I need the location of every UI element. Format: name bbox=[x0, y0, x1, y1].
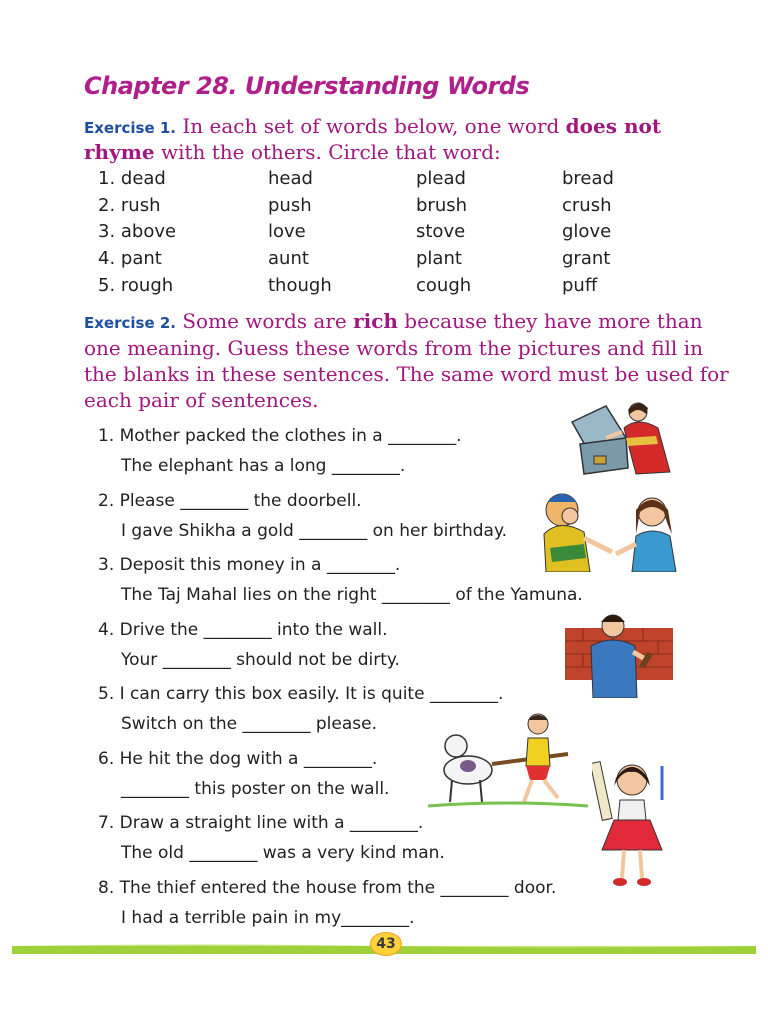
sentence-a: 3. Deposit this money in a ________. bbox=[98, 555, 401, 575]
word-cell: plead bbox=[416, 168, 466, 189]
word-row bbox=[98, 275, 658, 301]
exercise2-bold: rich bbox=[353, 309, 398, 333]
sentence-b: The Taj Mahal lies on the right ________ of the Yamuna. bbox=[121, 585, 583, 605]
exercise2-line2: one meaning. Guess these words from the pictures and fill in bbox=[84, 336, 703, 360]
exercise2-line4: each pair of sentences. bbox=[84, 388, 319, 412]
word-row bbox=[98, 168, 658, 194]
word-cell: 5. rough bbox=[98, 275, 174, 296]
sentence-b: The old ________ was a very kind man. bbox=[121, 843, 445, 863]
sentence-a: 5. I can carry this box easily. It is quite ________. bbox=[98, 684, 504, 704]
word-cell: head bbox=[268, 168, 313, 189]
boy-stick-dog-illustration bbox=[428, 710, 588, 810]
word-cell: bread bbox=[562, 168, 614, 189]
exercise2-line3: the blanks in these sentences. The same word must be used for bbox=[84, 362, 729, 386]
exercise1-instruction bbox=[84, 114, 661, 138]
chapter-title: Chapter 28. Understanding Words bbox=[84, 72, 530, 100]
word-cell: glove bbox=[562, 221, 612, 242]
sentence-b: Your ________ should not be dirty. bbox=[121, 650, 400, 670]
exercise2-label: Exercise 2. bbox=[84, 314, 176, 332]
girl-packing-trunk-illustration bbox=[566, 398, 678, 480]
word-cell: stove bbox=[416, 221, 466, 242]
sentence-b: ________ this poster on the wall. bbox=[121, 779, 390, 799]
sentence-b: Switch on the ________ please. bbox=[121, 714, 378, 734]
sentence-a: 7. Draw a straight line with a ________. bbox=[98, 813, 424, 833]
word-cell: 3. above bbox=[98, 221, 177, 242]
exercise2-text-a: Some words are bbox=[176, 309, 354, 333]
word-cell: brush bbox=[416, 195, 468, 216]
word-row bbox=[98, 221, 658, 247]
sentence-a: 2. Please ________ the doorbell. bbox=[98, 491, 362, 511]
page-number: 43 bbox=[370, 932, 402, 956]
exercise2-text-b: because they have more than bbox=[397, 309, 703, 333]
girl-ruler-illustration bbox=[592, 760, 674, 890]
exercise2-instruction bbox=[84, 309, 703, 333]
exercise1-bold1: does not bbox=[565, 114, 662, 138]
ring-gift-illustration bbox=[540, 488, 690, 572]
word-cell: 4. pant bbox=[98, 248, 162, 269]
exercise1-label: Exercise 1. bbox=[84, 119, 176, 137]
sentence-b: The elephant has a long ________. bbox=[121, 456, 406, 476]
word-cell: love bbox=[268, 221, 306, 242]
word-cell: push bbox=[268, 195, 312, 216]
word-cell: 1. dead bbox=[98, 168, 166, 189]
word-cell: crush bbox=[562, 195, 612, 216]
exercise1-bold2: rhyme bbox=[84, 140, 155, 164]
sentence-a: 1. Mother packed the clothes in a ________. bbox=[98, 426, 462, 446]
sentence-a: 8. The thief entered the house from the ________ door. bbox=[98, 878, 557, 898]
word-cell: aunt bbox=[268, 248, 309, 269]
sentence-b: I had a terrible pain in my________. bbox=[121, 908, 415, 928]
sentence-a: 4. Drive the ________ into the wall. bbox=[98, 620, 388, 640]
word-cell: though bbox=[268, 275, 332, 296]
exercise1-instruction-line2 bbox=[84, 140, 501, 164]
word-cell: cough bbox=[416, 275, 472, 296]
word-cell: plant bbox=[416, 248, 462, 269]
word-cell: grant bbox=[562, 248, 611, 269]
word-row bbox=[98, 248, 658, 274]
word-row bbox=[98, 195, 658, 221]
sentence-a: 6. He hit the dog with a ________. bbox=[98, 749, 378, 769]
word-cell: 2. rush bbox=[98, 195, 161, 216]
hammer-nail-wall-illustration bbox=[563, 612, 675, 698]
exercise1-text-b: with the others. Circle that word: bbox=[154, 140, 501, 164]
sentence-b: I gave Shikha a gold ________ on her birthday. bbox=[121, 521, 508, 541]
word-cell: puff bbox=[562, 275, 598, 296]
exercise1-text-a: In each set of words below, one word bbox=[182, 114, 566, 138]
